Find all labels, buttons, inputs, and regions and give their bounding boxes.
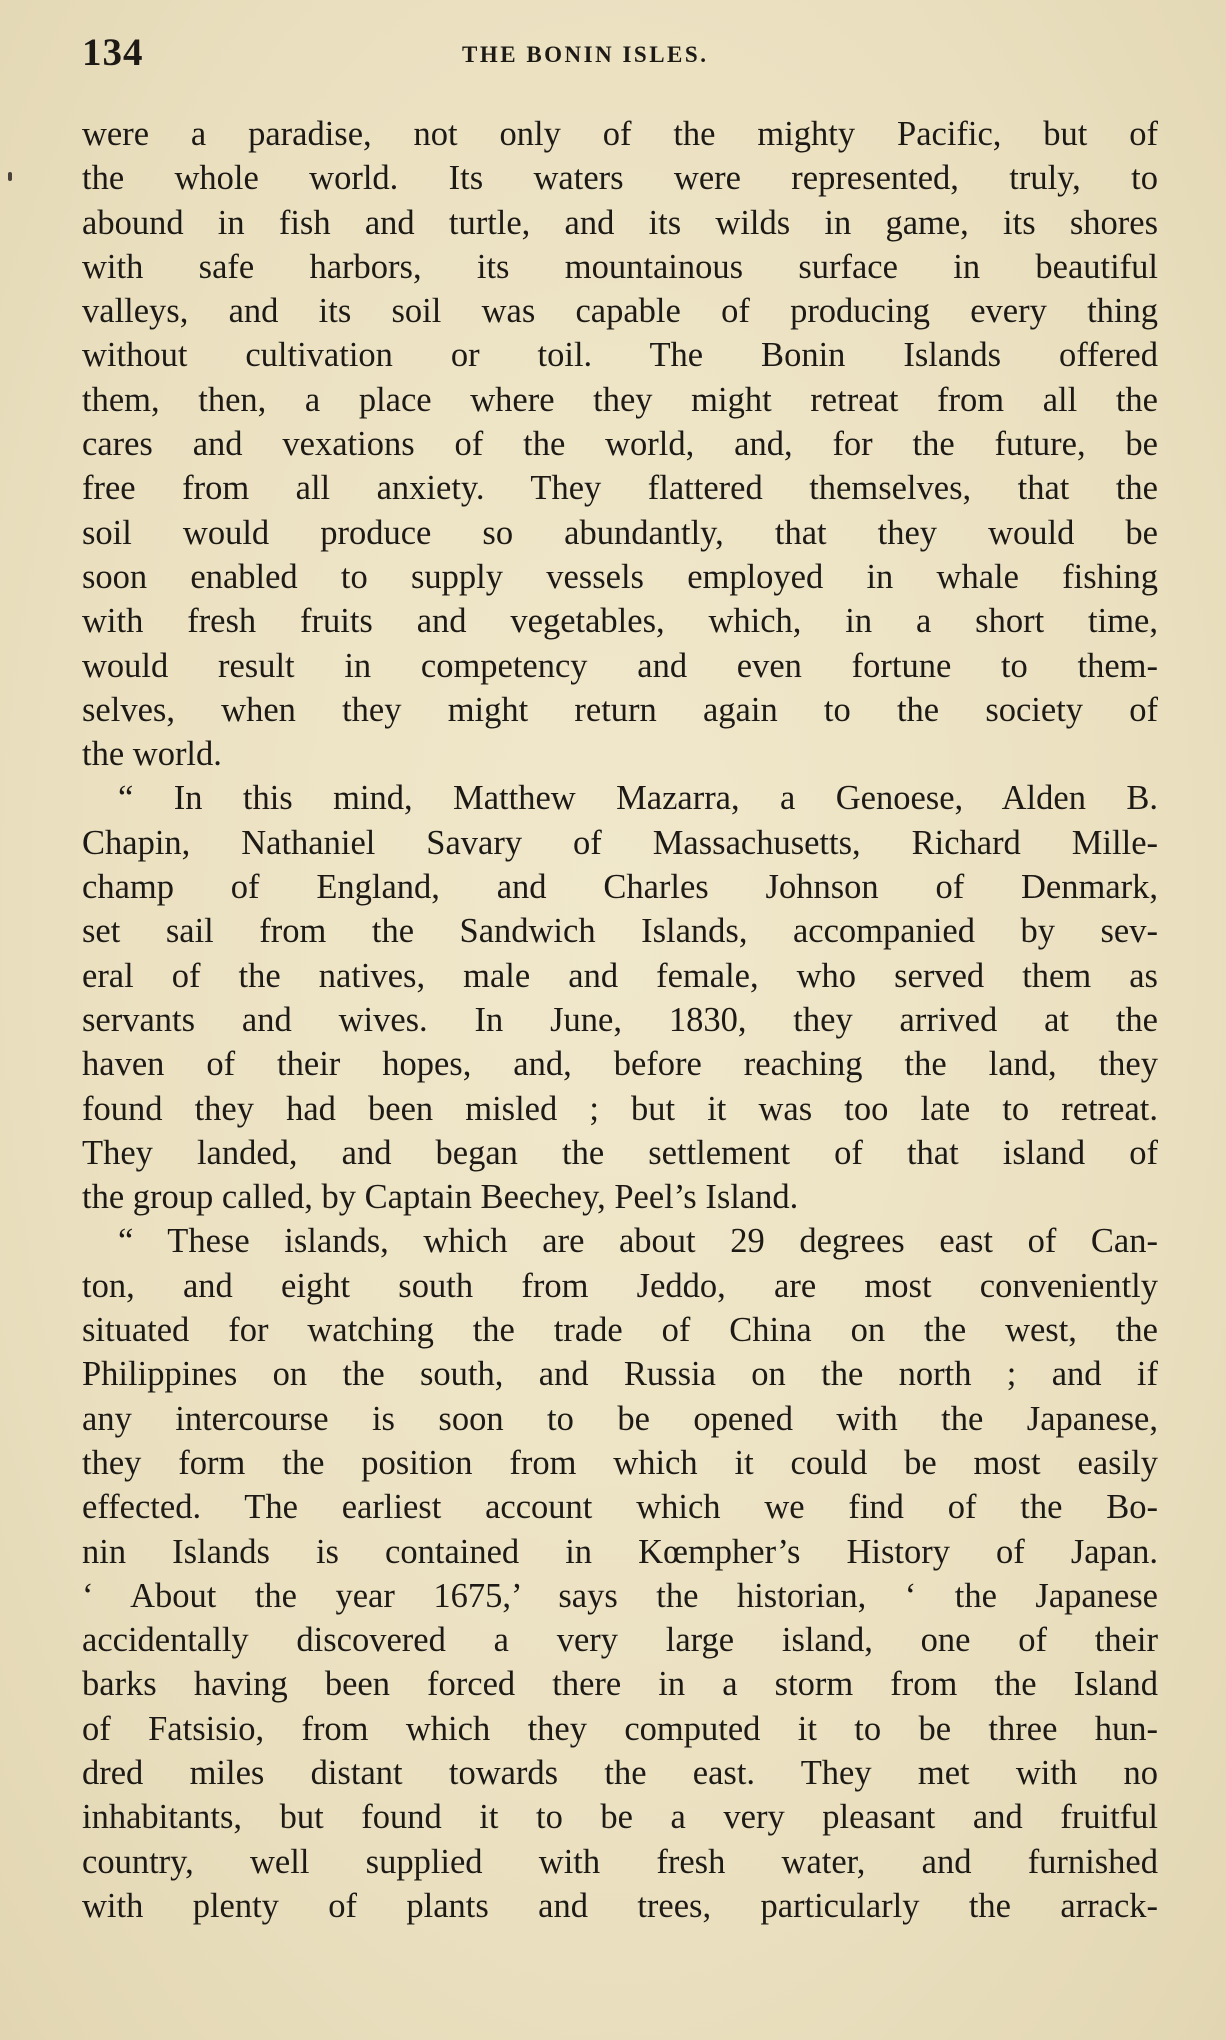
text-line: free from all anxiety. They flattered themselves, that the xyxy=(82,469,1158,508)
text-line: the whole world. Its waters were represented, truly, to xyxy=(82,159,1158,198)
text-line: of Fatsisio, from which they computed it to be three hun- xyxy=(82,1709,1158,1748)
text-line: set sail from the Sandwich Islands, accompanied by sev- xyxy=(82,912,1158,951)
text-line: ton, and eight south from Jeddo, are most conveniently xyxy=(82,1266,1158,1305)
text-line: Chapin, Nathaniel Savary of Massachusetts, Richard Mille- xyxy=(82,823,1158,862)
text-line: inhabitants, but found it to be a very pleasant and fruitful xyxy=(82,1798,1158,1837)
text-line: soon enabled to supply vessels employed in whale fishing xyxy=(82,557,1158,596)
text-line: champ of England, and Charles Johnson of Denmark, xyxy=(82,868,1158,907)
page-header xyxy=(82,30,1158,80)
text-line: effected. The earliest account which we find of the Bo- xyxy=(82,1488,1158,1527)
text-line: eral of the natives, male and female, who served them as xyxy=(82,956,1158,995)
text-line: without cultivation or toil. The Bonin Islands offered xyxy=(82,336,1158,375)
text-line: Philippines on the south, and Russia on the north ; and if xyxy=(82,1355,1158,1394)
text-line: were a paradise, not only of the mighty Pacific, but of xyxy=(82,115,1158,153)
text-line: haven of their hopes, and, before reaching the land, they xyxy=(82,1045,1158,1084)
text-line: servants and wives. In June, 1830, they arrived at the xyxy=(82,1000,1158,1039)
margin-mark xyxy=(8,172,12,181)
text-line: accidentally discovered a very large island, one of their xyxy=(82,1621,1158,1660)
text-line: with plenty of plants and trees, particularly the arrack- xyxy=(82,1886,1158,1925)
text-line: situated for watching the trade of China on the west, the xyxy=(82,1311,1158,1350)
text-line: them, then, a place where they might retreat from all the xyxy=(82,380,1158,419)
text-line: nin Islands is contained in Kœmpher’s History of Japan. xyxy=(82,1532,1158,1571)
paragraph-start-line: “ In this mind, Matthew Mazarra, a Genoese, Alden B. xyxy=(118,779,1158,818)
text-line: cares and vexations of the world, and, for the future, be xyxy=(82,425,1158,464)
text-line: dred miles distant towards the east. They met with no xyxy=(82,1753,1158,1792)
text-line: found they had been misled ; but it was too late to retreat. xyxy=(82,1089,1158,1128)
text-line: valleys, and its soil was capable of producing every thing xyxy=(82,292,1158,331)
text-line: They landed, and began the settlement of that island of xyxy=(82,1133,1158,1172)
paragraph-start-line: “ These islands, which are about 29 degrees east of Can- xyxy=(118,1222,1158,1261)
text-line: ‘ About the year 1675,’ says the historian, ‘ the Japanese xyxy=(82,1576,1158,1615)
paragraph-end-line: the group called, by Captain Beechey, Peel’s Island. xyxy=(82,1178,799,1217)
text-line: with fresh fruits and vegetables, which, in a short time, xyxy=(82,602,1158,641)
text-line: with safe harbors, its mountainous surface in beautiful xyxy=(82,247,1158,286)
text-line: any intercourse is soon to be opened with the Japanese, xyxy=(82,1399,1158,1438)
text-line: selves, when they might return again to the society of xyxy=(82,690,1158,729)
running-head: THE BONIN ISLES. xyxy=(462,42,709,67)
text-line: soil would produce so abundantly, that they would be xyxy=(82,513,1158,552)
text-line: they form the position from which it could be most easily xyxy=(82,1443,1158,1482)
page-number: 134 xyxy=(82,31,144,74)
paragraph-end-line: the world. xyxy=(82,735,222,774)
body-text xyxy=(82,112,1158,1928)
text-line: abound in fish and turtle, and its wilds in game, its shores xyxy=(82,203,1158,242)
text-line: barks having been forced there in a storm from the Island xyxy=(82,1665,1158,1704)
text-line: would result in competency and even fortune to them- xyxy=(82,646,1158,685)
text-line: country, well supplied with fresh water, and furnished xyxy=(82,1842,1158,1881)
